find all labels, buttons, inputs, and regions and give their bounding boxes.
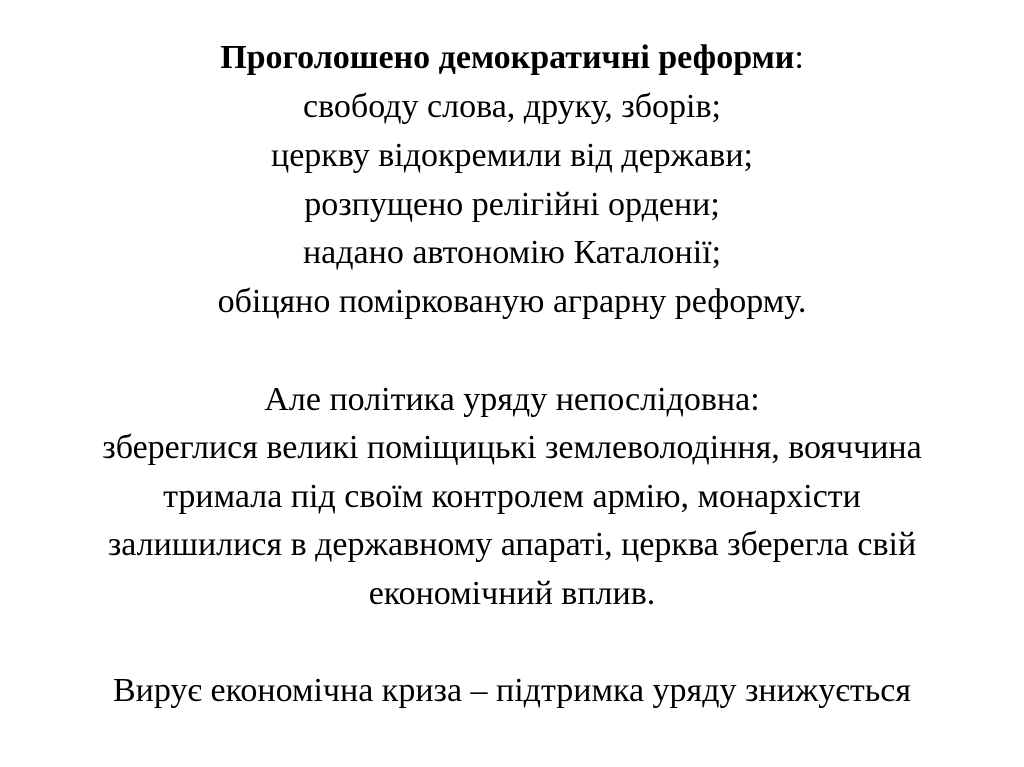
reform-item-catalonia: надано автономію Каталонії; xyxy=(302,234,722,271)
policy-line: тримала під своїм контролем армію, монархісти xyxy=(163,478,861,515)
policy-line: економічний вплив. xyxy=(368,575,656,612)
reform-item-speech: свободу слова, друку, зборів; xyxy=(303,88,721,125)
reforms-heading-colon: : xyxy=(794,39,804,76)
reform-item-orders: розпущено релігійні ордени; xyxy=(304,186,720,223)
reforms-heading xyxy=(0,34,1024,82)
policy-line: залишилися в державному апараті, церква зберегла свій xyxy=(107,526,917,563)
reform-item-church: церкву відокремили від держави; xyxy=(271,137,753,174)
conclusion-line: Вирує економічна криза – підтримка уряду знижується xyxy=(113,672,911,709)
reforms-heading-text: Проголошено демократичні реформи xyxy=(220,39,795,76)
policy-line: збереглися великі поміщицькі землеволодіння, вояччина xyxy=(102,429,922,466)
reform-item-agrarian: обіцяно поміркованую аграрну реформу. xyxy=(217,283,807,320)
policy-intro: Але політика уряду непослідовна: xyxy=(264,381,760,418)
